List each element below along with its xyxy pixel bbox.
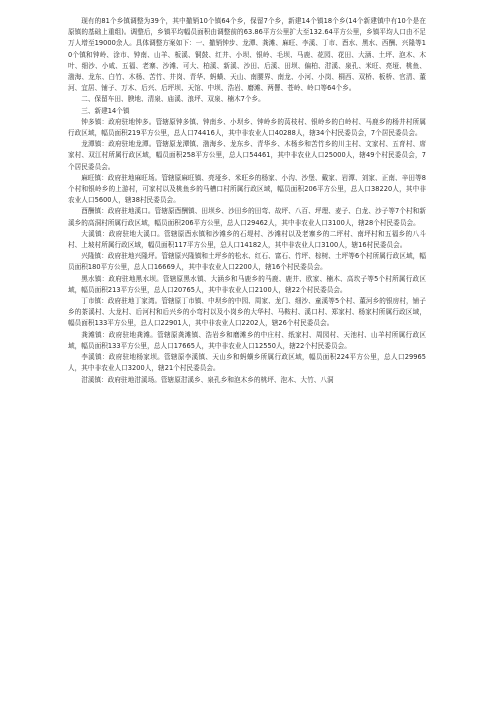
paragraph-mawang: 麻旺镇：政府驻地麻旺场。管辖原麻旺镇、亮垭乡、米旺乡的杨家、小沟、沙堡、戴家、岩潭、刘家、正南、辛田等8个村和银岭乡的上游村，可家村以及桃鱼乡的马槽口村所属行政区域，幅员面积206平方公里，总人口38220人，其中非农业人口5600人，辖38村民委员会。: [68, 173, 426, 205]
paragraph-lixi: 李溪镇：政府驻地杨家坝。管辖原李溪镇、天山乡和蚂蟥乡所属行政区域，幅员面积224平方公里，总人口29965人，其中非农业人口3200人，辖21个村民委员会。: [68, 353, 426, 373]
paragraph-intro: 现有的81个乡镇调整为39个，其中撤销10个镇64个乡，保留7个乡，新建14个镇18个乡(14个新建镇中有10个是在原镇的基础上重组)。调整后，乡镇平均幅员面积由调整前的63.86平方公里扩大至132.64平方公里，乡镇平均人口由不足万人增至19000余人。具体调整方案如下：一、撤销钟步、龙潭、龚滩、麻旺、李溪、丁市、酉水、黑水、西酬、兴隆等10个镇和钟岭、涂市、钟南、山羊、板溪、铜鼓、红井、小坝、银岭、毛坝、马鹿、花园、花田、大涵、土坪、泡木、木叶、细沙、小咸、五福、老寨、沙滩、可大、柏溪、新溪、沙田、后溪、田坝、偏柏、泔溪、泉孔、米旺、亮垭、桃鱼、渤海、龙东、白竹、木杨、苦竹、井岗、青华、蚂蟥、天山、南腰界、南龙、小河、小岗、桐西、双桥、板桥、官清、董河、宜居、铺子、万木、后兴、后坪坝、天馆、中坝、浩岩、磨滩、两罾、苍岭、岭口等64个乡。: [68, 17, 426, 93]
heading-retained-townships: 二、保留车田、腴地、清泉、庙溪、浪坪、双泉、楠木7个乡。: [81, 95, 265, 104]
heading-new-towns: 三、新建14个镇: [81, 106, 130, 115]
paragraph-ganxi: 泔溪镇：政府驻地泔溪场。管辖原泔溪乡、泉孔乡和泡木乡的桃坪、泡木、大竹、八洞: [81, 375, 334, 384]
paragraph-gongtan: 龚滩镇：政府驻地龚滩。管辖原龚滩镇、浩岩乡和磨滩乡的中庄村、纸家村、周园村、天池村、山羊村所属行政区域，幅员面积133平方公里，总人口17665人，其中非农业人口12550人，辖22个村民委员会。: [68, 330, 426, 350]
paragraph-xinglong: 兴隆镇：政府驻地兴隆坪。管辖原兴隆镇和土坪乡的松水、红石、富石、竹坪、棕树、土坪等6个村所属行政区域，幅员面积180平方公里，总人口16669人，其中非农业人口2200人，辖16个村民委员会。: [68, 252, 426, 272]
paragraph-youchou: 酉酬镇：政府驻地溪口。管辖原酉酬镇、田坝乡、沙田乡的田弯、故坪、八百、坪理、麦子、白龙、沙子等7个村和新溪乡的高洞村所属行政区域，幅员面积206平方公里，总人口29462人，其中非农业人口3100人，辖28个村民委员会。: [68, 207, 426, 227]
paragraph-zhongduo: 钟多镇：政府驻地钟多。管辖原钟多镇、钟南乡、小坝乡、钟岭乡的莴枝村、银岭乡的白岭村、马鹿乡的杨井村所属行政区域，幅员面积219平方公里，总人口74416人，其中非农业人口40288人，辖34个村民委员会，7个居民委员会。: [68, 117, 426, 138]
paragraph-daxi: 大溪镇：政府驻地大溪口。管辖原酉水镇和沙滩乡的石堤村、沙滩村以及老寨乡的二坪村、南坪村和五福乡的八斗村、上坡村所属行政区域，幅员面积117平方公里，总人口14182人，其中非农业人口3100人，辖16村民委员会。: [68, 229, 426, 250]
document-body: [68, 16, 426, 386]
paragraph-heishui: 黑水镇：政府驻地黑水坝。管辖原黑水镇、大涵乡和马鹿乡的马鹿、鹿井、欧家、楠木、高坎子等5个村所属行政区域，幅员面积213平方公里，总人口20765人，其中非农业人口2100人，辖22个村民委员会。: [68, 274, 426, 294]
paragraph-longtan: 龙潭镇：政府驻地龙潭。管辖原龙潭镇、渤海乡、龙东乡、青华乡、木杨乡和苦竹乡的川主村、文家村、五育村、席家村、双江村所属行政区域，幅员面积258平方公里，总人口54461，其中非农业人口25000人，辖49个村民委员会，7个居民委员会。: [68, 140, 426, 171]
paragraph-dingshi: 丁市镇：政府驻地丁家湾。管辖原丁市镇、中坝乡的中园、周家、龙门、细沙、童溪等5个村、董河乡的银房村，铺子乡的茶溪村、大龙村、后河村和后兴乡的小弯村以及小岗乡的大华村、马鞍村、溪口村、郑家村、杨家村所属行政区域，幅员面积133平方公里，总人口22901人，其中非农业人口2202人，辖26个村民委员会。: [68, 297, 426, 328]
